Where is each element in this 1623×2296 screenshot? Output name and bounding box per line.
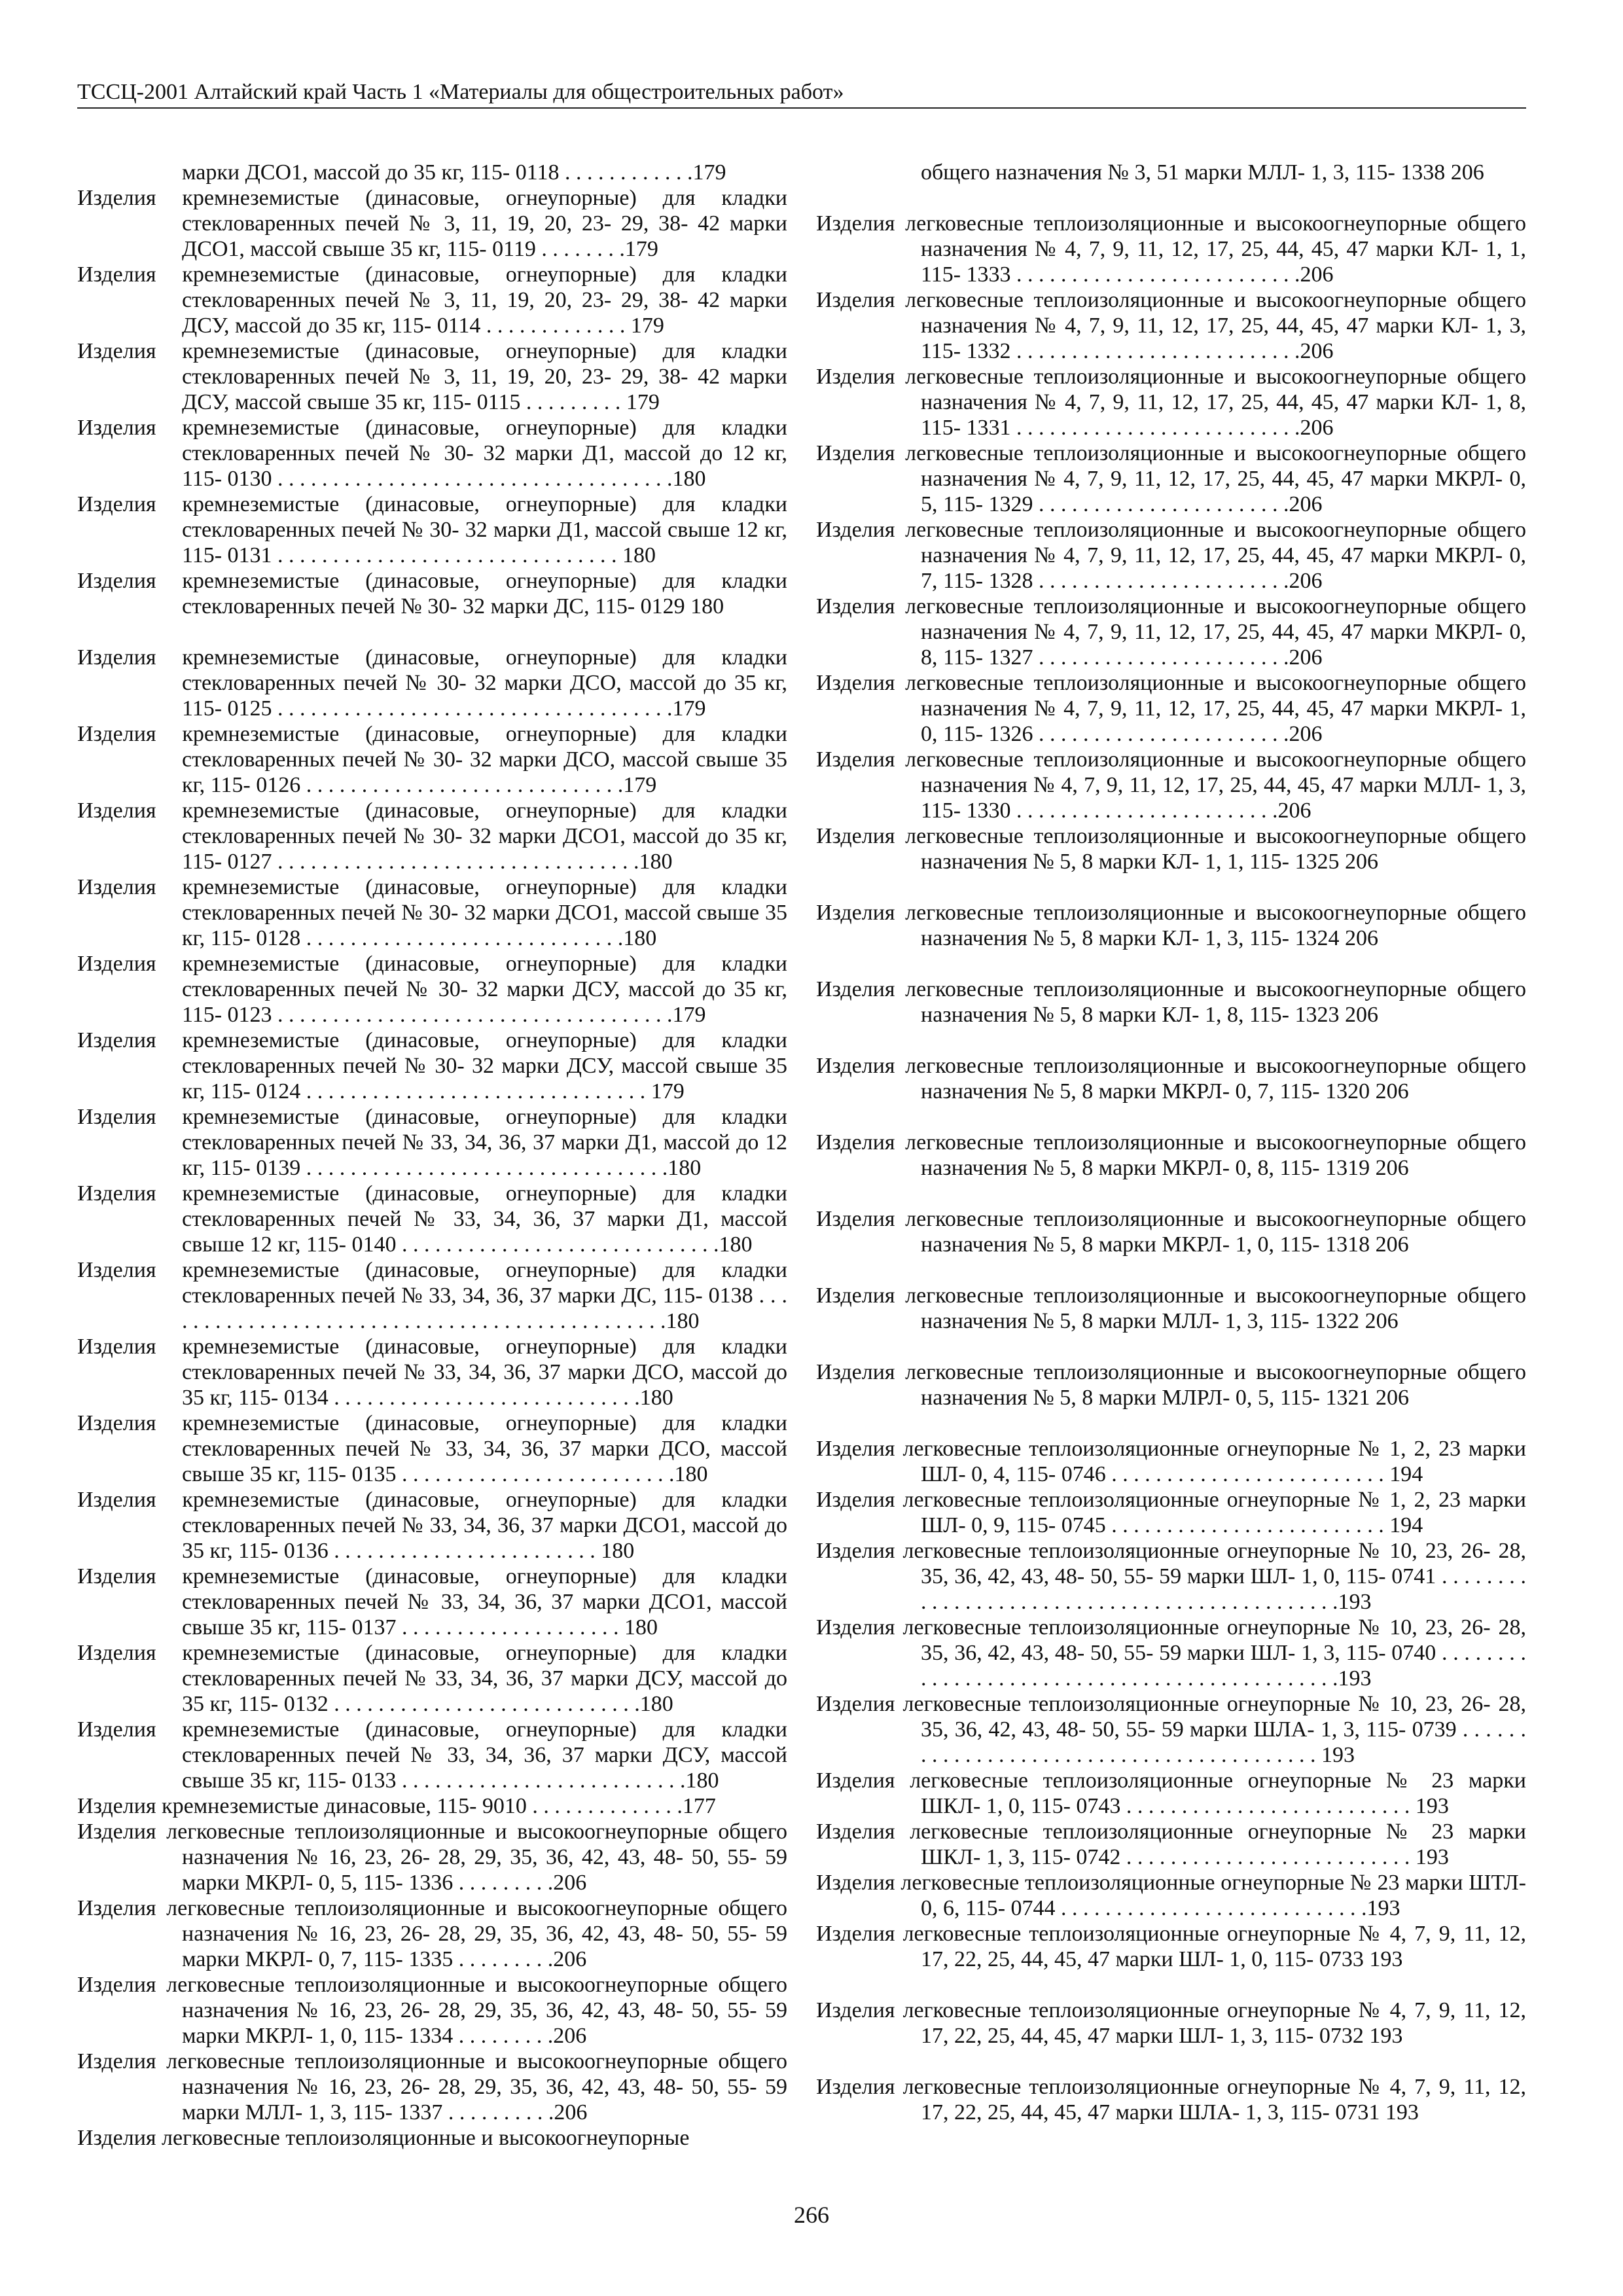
index-entry: Изделия легковесные теплоизоляционные огнеупорные № 23 марки ШКЛ- 1, 0, 115- 0743 . . . . . . . . . . . . . . . . . . . . . . . . . . 193 (816, 1768, 1526, 1818)
index-entry: Изделия легковесные теплоизоляционные и высокоогнеупорные общего назначения № 5, 8 марки КЛ- 1, 1, 115- 1325 206 (816, 824, 1526, 874)
index-entry: Изделия кремнеземистые (динасовые, огнеупорные) для кладки стекловаренных печей № 30- 32 марки ДС, 115- 0129 180 (77, 569, 787, 619)
index-entry: Изделия легковесные теплоизоляционные и высокоогнеупорные общего назначения № 16, 23, 26- 28, 29, 35, 36, 42, 43, 48- 50, 55- 59 марки МЛЛ- 1, 3, 115- 1337 . . . . . . . . . .206 (77, 2049, 787, 2125)
index-column-left (77, 160, 787, 2151)
index-entry: Изделия легковесные теплоизоляционные и высокоогнеупорные (77, 2126, 690, 2150)
index-entry: Изделия кремнеземистые (динасовые, огнеупорные) для кладки стекловаренных печей № 33, 34, 36, 37 марки ДСО1, массой до 35 кг, 115- 0136 . . . . . . . . . . . . . . . . . . . . . . . . 180 (77, 1488, 787, 1563)
index-entry: Изделия кремнеземистые (динасовые, огнеупорные) для кладки стекловаренных печей № 30- 32 марки ДСУ, массой свыше 35 кг, 115- 0124 . . . . . . . . . . . . . . . . . . . . . . . . . . . . . . . 179 (77, 1028, 787, 1103)
index-entry: Изделия легковесные теплоизоляционные огнеупорные № 10, 23, 26- 28, 35, 36, 42, 43, 48- 50, 55- 59 марки ШЛ- 1, 3, 115- 0740 . . . . . . . . . . . . . . . . . . . . . . . . . . . . . . . . . . . . . . . . . . . . . .193 (816, 1615, 1526, 1691)
page-number: 266 (794, 2202, 829, 2228)
header-rule (77, 107, 1526, 109)
index-entry: Изделия легковесные теплоизоляционные огнеупорные № 10, 23, 26- 28, 35, 36, 42, 43, 48- 50, 55- 59 марки ШЛА- 1, 3, 115- 0739 . . . . . . . . . . . . . . . . . . . . . . . . . . . . . . . . . . . . . . . . . . 193 (816, 1692, 1526, 1767)
index-entry: Изделия кремнеземистые (динасовые, огнеупорные) для кладки стекловаренных печей № 33, 34, 36, 37 марки ДСО1, массой свыше 35 кг, 115- 0137 . . . . . . . . . . . . . . . . . . . . 180 (77, 1564, 787, 1640)
index-entry: Изделия кремнеземистые (динасовые, огнеупорные) для кладки стекловаренных печей № 30- 32 марки Д1, массой свыше 12 кг, 115- 0131 . . . . . . . . . . . . . . . . . . . . . . . . . . . . . . . 180 (77, 492, 787, 567)
index-entry: Изделия легковесные теплоизоляционные и высокоогнеупорные общего назначения № 5, 8 марки МКРЛ- 1, 0, 115- 1318 206 (816, 1207, 1526, 1257)
index-entry: Изделия кремнеземистые (динасовые, огнеупорные) для кладки стекловаренных печей № 3, 11, 19, 20, 23- 29, 38- 42 марки ДСУ, массой свыше 35 кг, 115- 0115 . . . . . . . . . 179 (77, 339, 787, 414)
index-entry: Изделия кремнеземистые (динасовые, огнеупорные) для кладки стекловаренных печей № 3, 11, 19, 20, 23- 29, 38- 42 марки ДСУ, массой до 35 кг, 115- 0114 . . . . . . . . . . . . . 179 (77, 262, 787, 338)
index-entry: Изделия кремнеземистые (динасовые, огнеупорные) для кладки стекловаренных печей № 33, 34, 36, 37 марки ДСО, массой свыше 35 кг, 115- 0135 . . . . . . . . . . . . . . . . . . . . . . . . .180 (77, 1411, 787, 1486)
index-entry: Изделия легковесные теплоизоляционные и высокоогнеупорные общего назначения № 4, 7, 9, 11, 12, 17, 25, 44, 45, 47 марки МЛЛ- 1, 3, 115- 1330 . . . . . . . . . . . . . . . . . . . . . . . .206 (816, 747, 1526, 823)
index-entry: Изделия легковесные теплоизоляционные и высокоогнеупорные общего назначения № 16, 23, 26- 28, 29, 35, 36, 42, 43, 48- 50, 55- 59 марки МКРЛ- 0, 5, 115- 1336 . . . . . . . . .206 (77, 1820, 787, 1895)
index-entry: Изделия легковесные теплоизоляционные и высокоогнеупорные общего назначения № 5, 8 марки МЛРЛ- 0, 5, 115- 1321 206 (816, 1360, 1526, 1410)
index-entry: Изделия легковесные теплоизоляционные и высокоогнеупорные общего назначения № 16, 23, 26- 28, 29, 35, 36, 42, 43, 48- 50, 55- 59 марки МКРЛ- 0, 7, 115- 1335 . . . . . . . . .206 (77, 1896, 787, 1971)
index-entry: Изделия кремнеземистые (динасовые, огнеупорные) для кладки стекловаренных печей № 33, 34, 36, 37 марки ДСУ, массой до 35 кг, 115- 0132 . . . . . . . . . . . . . . . . . . . . . . . . . . . .180 (77, 1641, 787, 1716)
index-entry: Изделия легковесные теплоизоляционные и высокоогнеупорные общего назначения № 4, 7, 9, 11, 12, 17, 25, 44, 45, 47 марки МКРЛ- 0, 5, 115- 1329 . . . . . . . . . . . . . . . . . . . . . . .206 (816, 441, 1526, 516)
index-entry: Изделия легковесные теплоизоляционные и высокоогнеупорные общего назначения № 5, 8 марки КЛ- 1, 3, 115- 1324 206 (816, 901, 1526, 950)
index-entry: общего назначения № 3, 51 марки МЛЛ- 1, 3, 115- 1338 206 (921, 160, 1484, 185)
index-entry: Изделия кремнеземистые (динасовые, огнеупорные) для кладки стекловаренных печей № 33, 34, 36, 37 марки Д1, массой до 12 кг, 115- 0139 . . . . . . . . . . . . . . . . . . . . . . . . . . . . . . . . .180 (77, 1105, 787, 1180)
index-entry: Изделия легковесные теплоизоляционные и высокоогнеупорные общего назначения № 4, 7, 9, 11, 12, 17, 25, 44, 45, 47 марки МКРЛ- 0, 7, 115- 1328 . . . . . . . . . . . . . . . . . . . . . . .206 (816, 518, 1526, 593)
index-entry: Изделия кремнеземистые динасовые, 115- 9010 . . . . . . . . . . . . . .177 (77, 1794, 716, 1818)
index-entry: Изделия легковесные теплоизоляционные огнеупорные № 4, 7, 9, 11, 12, 17, 22, 25, 44, 45, 47 марки ШЛ- 1, 0, 115- 0733 193 (816, 1922, 1526, 1971)
index-entry: Изделия легковесные теплоизоляционные и высокоогнеупорные общего назначения № 5, 8 марки МКРЛ- 0, 8, 115- 1319 206 (816, 1130, 1526, 1180)
index-entry: Изделия легковесные теплоизоляционные огнеупорные № 4, 7, 9, 11, 12, 17, 22, 25, 44, 45, 47 марки ШЛА- 1, 3, 115- 0731 193 (816, 2075, 1526, 2125)
index-entry: Изделия легковесные теплоизоляционные огнеупорные № 4, 7, 9, 11, 12, 17, 22, 25, 44, 45, 47 марки ШЛ- 1, 3, 115- 0732 193 (816, 1998, 1526, 2048)
index-entry: Изделия легковесные теплоизоляционные и высокоогнеупорные общего назначения № 4, 7, 9, 11, 12, 17, 25, 44, 45, 47 марки МКРЛ- 1, 0, 115- 1326 . . . . . . . . . . . . . . . . . . . . . . .206 (816, 671, 1526, 746)
index-entry: Изделия легковесные теплоизоляционные и высокоогнеупорные общего назначения № 4, 7, 9, 11, 12, 17, 25, 44, 45, 47 марки КЛ- 1, 8, 115- 1331 . . . . . . . . . . . . . . . . . . . . . . . . . .206 (816, 365, 1526, 440)
index-entry: Изделия легковесные теплоизоляционные и высокоогнеупорные общего назначения № 4, 7, 9, 11, 12, 17, 25, 44, 45, 47 марки МКРЛ- 0, 8, 115- 1327 . . . . . . . . . . . . . . . . . . . . . . .206 (816, 594, 1526, 670)
index-entry: Изделия легковесные теплоизоляционные и высокоогнеупорные общего назначения № 4, 7, 9, 11, 12, 17, 25, 44, 45, 47 марки КЛ- 1, 3, 115- 1332 . . . . . . . . . . . . . . . . . . . . . . . . . .206 (816, 288, 1526, 363)
index-entry: Изделия кремнеземистые (динасовые, огнеупорные) для кладки стекловаренных печей № 33, 34, 36, 37 марки ДСУ, массой свыше 35 кг, 115- 0133 . . . . . . . . . . . . . . . . . . . . . . . . . .180 (77, 1717, 787, 1793)
index-entry: Изделия кремнеземистые (динасовые, огнеупорные) для кладки стекловаренных печей № 30- 32 марки ДСО, массой свыше 35 кг, 115- 0126 . . . . . . . . . . . . . . . . . . . . . . . . . . . . .179 (77, 722, 787, 797)
index-entry: Изделия легковесные теплоизоляционные огнеупорные № 1, 2, 23 марки ШЛ- 0, 9, 115- 0745 . . . . . . . . . . . . . . . . . . . . . . . . . 194 (816, 1488, 1526, 1537)
index-entry: Изделия легковесные теплоизоляционные и высокоогнеупорные общего назначения № 5, 8 марки КЛ- 1, 8, 115- 1323 206 (816, 977, 1526, 1027)
index-entry: Изделия кремнеземистые (динасовые, огнеупорные) для кладки стекловаренных печей № 33, 34, 36, 37 марки ДСО, массой до 35 кг, 115- 0134 . . . . . . . . . . . . . . . . . . . . . . . . . . . .180 (77, 1335, 787, 1410)
index-column-right (816, 160, 1526, 2151)
index-entry: Изделия кремнеземистые (динасовые, огнеупорные) для кладки стекловаренных печей № 30- 32 марки ДСУ, массой до 35 кг, 115- 0123 . . . . . . . . . . . . . . . . . . . . . . . . . . . . . . . . . . . .179 (77, 952, 787, 1027)
index-entry: Изделия кремнеземистые (динасовые, огнеупорные) для кладки стекловаренных печей № 33, 34, 36, 37 марки ДС, 115- 0138 . . . . . . . . . . . . . . . . . . . . . . . . . . . . . . . . . . . . . . . . . . . . . . .180 (77, 1258, 787, 1333)
index-entry: Изделия кремнеземистые (динасовые, огнеупорные) для кладки стекловаренных печей № 30- 32 марки ДСО1, массой до 35 кг, 115- 0127 . . . . . . . . . . . . . . . . . . . . . . . . . . . . . . . . .180 (77, 798, 787, 874)
index-entry: Изделия легковесные теплоизоляционные и высокоогнеупорные общего назначения № 16, 23, 26- 28, 29, 35, 36, 42, 43, 48- 50, 55- 59 марки МКРЛ- 1, 0, 115- 1334 . . . . . . . . .206 (77, 1973, 787, 2048)
index-entry: Изделия кремнеземистые (динасовые, огнеупорные) для кладки стекловаренных печей № 33, 34, 36, 37 марки Д1, массой свыше 12 кг, 115- 0140 . . . . . . . . . . . . . . . . . . . . . . . . . . . . .180 (77, 1181, 787, 1257)
index-entry: Изделия кремнеземистые (динасовые, огнеупорные) для кладки стекловаренных печей № 30- 32 марки ДСО1, массой свыше 35 кг, 115- 0128 . . . . . . . . . . . . . . . . . . . . . . . . . . . . .180 (77, 875, 787, 950)
index-entry: Изделия легковесные теплоизоляционные и высокоогнеупорные общего назначения № 4, 7, 9, 11, 12, 17, 25, 44, 45, 47 марки КЛ- 1, 1, 115- 1333 . . . . . . . . . . . . . . . . . . . . . . . . . .206 (816, 211, 1526, 287)
index-entry: Изделия кремнеземистые (динасовые, огнеупорные) для кладки стекловаренных печей № 30- 32 марки Д1, массой до 12 кг, 115- 0130 . . . . . . . . . . . . . . . . . . . . . . . . . . . . . . . . . . . .180 (77, 416, 787, 491)
index-entry: Изделия легковесные теплоизоляционные огнеупорные № 23 марки ШТЛ- 0, 6, 115- 0744 . . . . . . . . . . . . . . . . . . . . . . . . . . . .193 (816, 1871, 1526, 1920)
index-entry: Изделия легковесные теплоизоляционные и высокоогнеупорные общего назначения № 5, 8 марки МЛЛ- 1, 3, 115- 1322 206 (816, 1283, 1526, 1333)
page-header: ТССЦ-2001 Алтайский край Часть 1 «Материалы для общестроительных работ» (77, 80, 844, 104)
index-entry: Изделия легковесные теплоизоляционные и высокоогнеупорные общего назначения № 5, 8 марки МКРЛ- 0, 7, 115- 1320 206 (816, 1054, 1526, 1103)
index-entry: Изделия кремнеземистые (динасовые, огнеупорные) для кладки стекловаренных печей № 3, 11, 19, 20, 23- 29, 38- 42 марки ДСО1, массой свыше 35 кг, 115- 0119 . . . . . . . .179 (77, 186, 787, 261)
index-entry: Изделия легковесные теплоизоляционные огнеупорные № 10, 23, 26- 28, 35, 36, 42, 43, 48- 50, 55- 59 марки ШЛ- 1, 0, 115- 0741 . . . . . . . . . . . . . . . . . . . . . . . . . . . . . . . . . . . . . . . . . . . . . .193 (816, 1539, 1526, 1614)
index-entry: Изделия легковесные теплоизоляционные огнеупорные № 23 марки ШКЛ- 1, 3, 115- 0742 . . . . . . . . . . . . . . . . . . . . . . . . . . 193 (816, 1820, 1526, 1869)
index-entry: Изделия легковесные теплоизоляционные огнеупорные № 1, 2, 23 марки ШЛ- 0, 4, 115- 0746 . . . . . . . . . . . . . . . . . . . . . . . . . 194 (816, 1437, 1526, 1486)
index-entry: марки ДСО1, массой до 35 кг, 115- 0118 . . . . . . . . . . . .179 (182, 160, 726, 185)
index-entry: Изделия кремнеземистые (динасовые, огнеупорные) для кладки стекловаренных печей № 30- 32 марки ДСО, массой до 35 кг, 115- 0125 . . . . . . . . . . . . . . . . . . . . . . . . . . . . . . . . . . . .179 (77, 645, 787, 721)
